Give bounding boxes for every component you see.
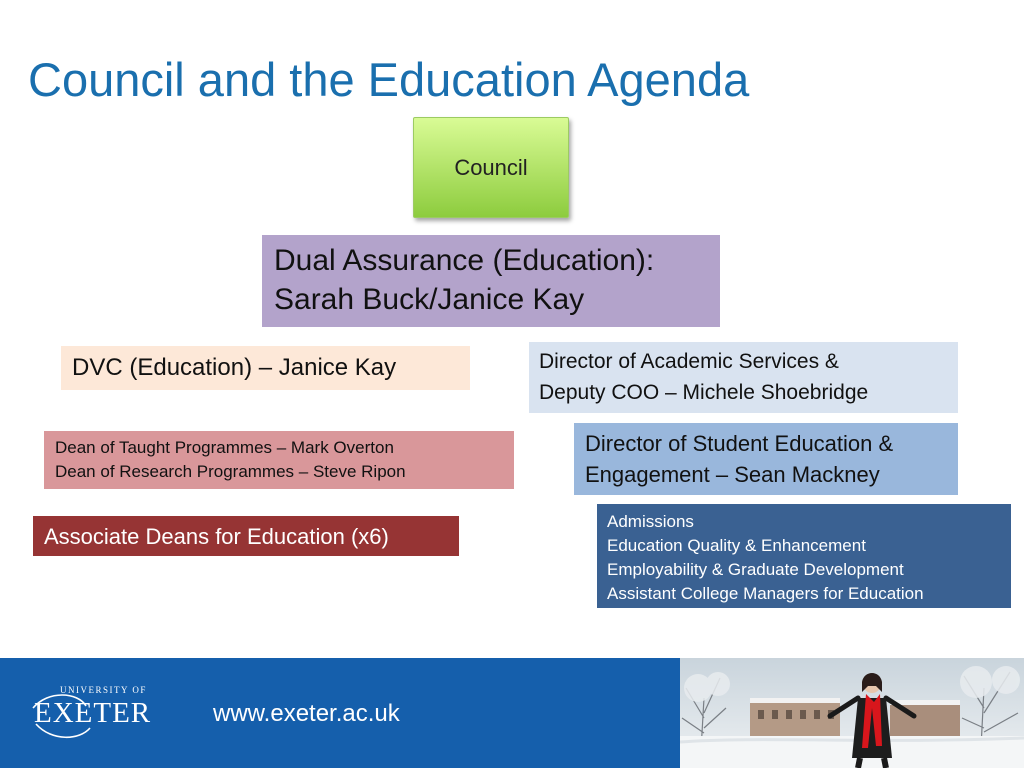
director-student-line-2: Engagement – Sean Mackney <box>585 462 880 487</box>
education-units-box <box>597 504 1011 608</box>
university-logo <box>28 684 178 746</box>
dvc-box <box>61 346 470 390</box>
associate-deans-box <box>33 516 459 556</box>
unit-admissions: Admissions <box>607 512 694 531</box>
deans-box <box>44 431 514 489</box>
unit-employability: Employability & Graduate Development <box>607 560 904 579</box>
associate-deans-label: Associate Deans for Education (x6) <box>44 524 389 549</box>
director-student-line-1: Director of Student Education & <box>585 431 894 456</box>
director-academic-line-2: Deputy COO – Michele Shoebridge <box>539 381 869 404</box>
campus-photo <box>680 658 1024 768</box>
dual-assurance-line-2: Sarah Buck/Janice Kay <box>274 283 585 316</box>
council-box <box>413 117 569 218</box>
council-label: Council <box>454 154 528 180</box>
dual-assurance-box <box>262 235 720 327</box>
director-academic-line-1: Director of Academic Services & <box>539 350 839 373</box>
logo-big-text: EXETER <box>34 697 152 729</box>
unit-quality: Education Quality & Enhancement <box>607 536 866 555</box>
website-url: www.exeter.ac.uk <box>213 700 400 727</box>
dvc-label: DVC (Education) – Janice Kay <box>72 354 397 381</box>
logo-small-text: UNIVERSITY OF <box>60 685 147 695</box>
director-academic-services-box <box>529 342 958 413</box>
director-student-education-box <box>574 423 958 495</box>
dean-taught-label: Dean of Taught Programmes – Mark Overton <box>55 438 394 457</box>
unit-college-managers: Assistant College Managers for Education <box>607 584 924 603</box>
dual-assurance-line-1: Dual Assurance (Education): <box>274 244 655 277</box>
campus-photo-image <box>680 658 1024 768</box>
dean-research-label: Dean of Research Programmes – Steve Ripon <box>55 462 406 481</box>
slide-title: Council and the Education Agenda <box>28 53 750 106</box>
